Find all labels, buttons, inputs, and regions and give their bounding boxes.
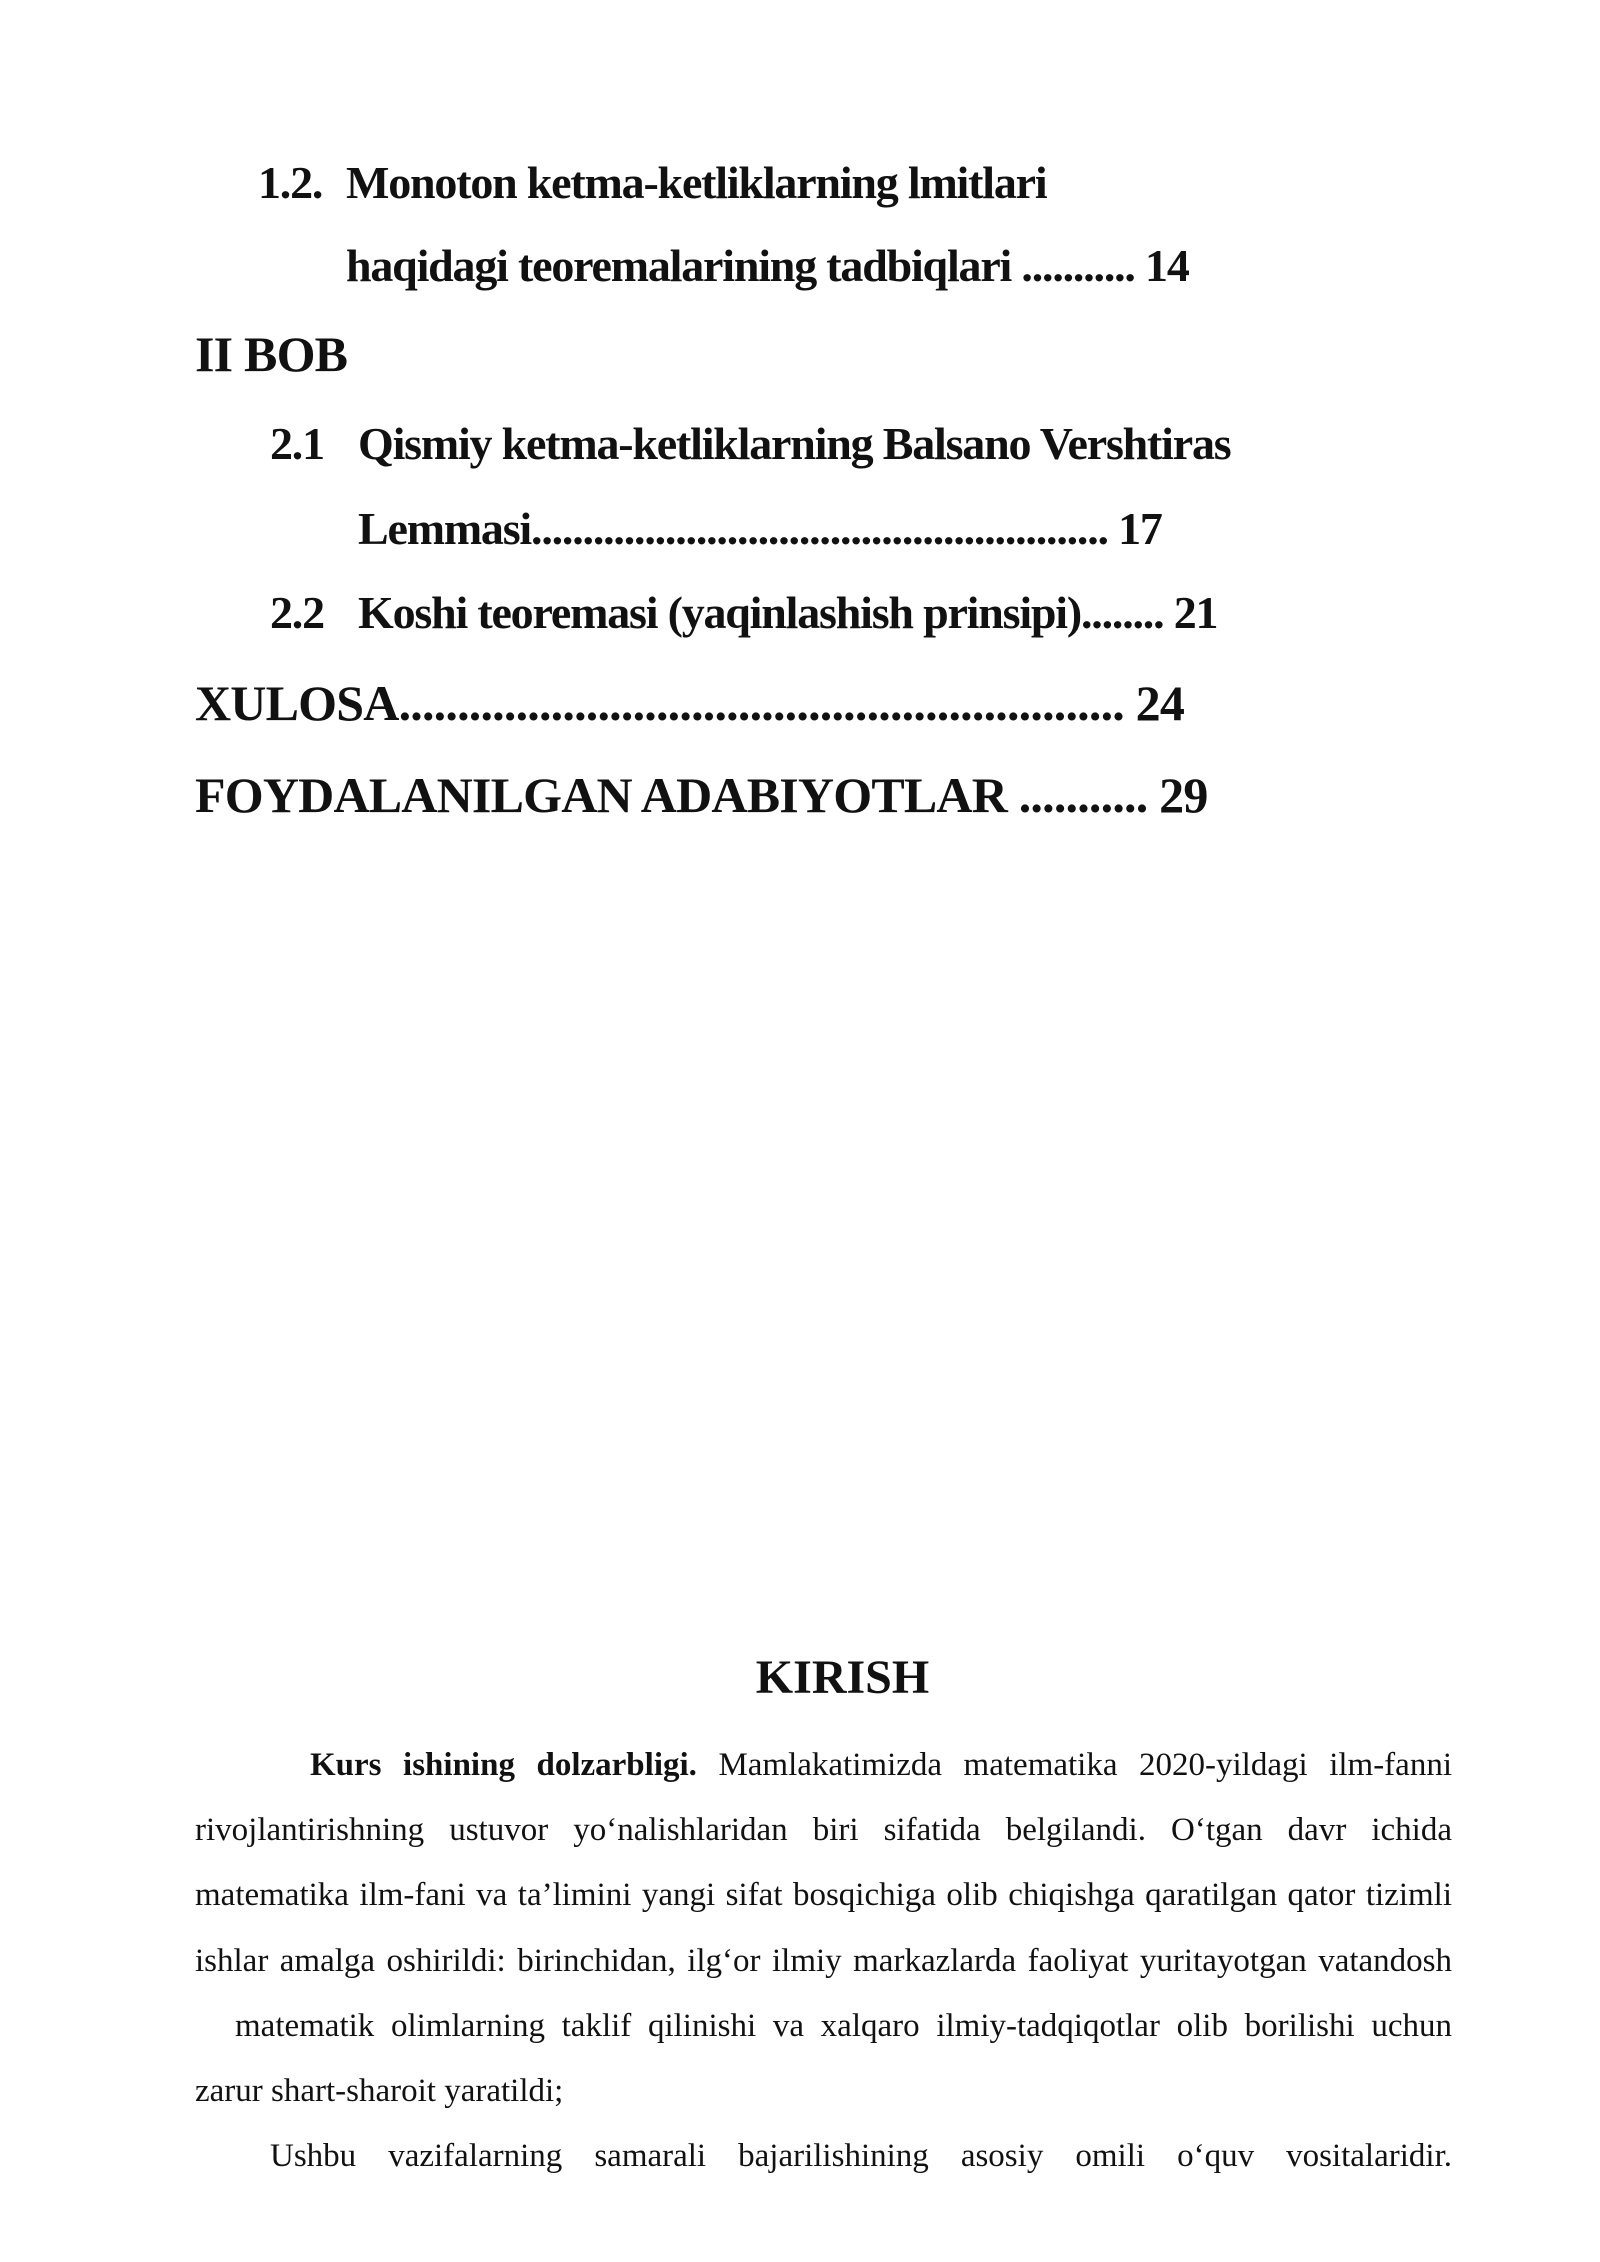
toc-item-2-1-line1[interactable] [270, 418, 1231, 469]
toc-item-1-2-number: 1.2. [258, 157, 323, 208]
toc-item-1-2-title: Monoton ketma-ketliklarning lmitlari [346, 157, 1047, 208]
toc-item-2-1-continuation: Lemmasi........................................................ 17 [358, 503, 1162, 554]
paragraph-2: Ushbu vazifalarning samarali bajarilishining asosiy omili o‘quv vositalaridir. [270, 2138, 1452, 2175]
paragraph-1-text-b: matematik olimlarning taklif qilinishi va xalqaro ilmiy-tadqiqotlar olib borilishi uchun zarur shart-sharoit yaratildi; [195, 2007, 1452, 2110]
toc-item-2-2-number: 2.2 [270, 587, 324, 638]
paragraph-1-text-a: Mamlakatimizda matematika 2020-yildagi ilm-fanni rivojlantirishning ustuvor yo‘nalishlaridan biri sifatida belgilandi. O‘tgan davr ichida matematika ilm-fani va ta’limini yangi sifat bosqichiga olib chiqishga qaratilgan qator tizimli ishlar amalga oshirildi: birinchidan, ilg‘or ilmiy markazlarda faoliyat yuritayotgan vatandosh [195, 1747, 1452, 1979]
toc-item-1-2-line2[interactable] [346, 240, 1189, 291]
section-title: KIRISH [755, 1651, 930, 1704]
toc-item-1-2-line1[interactable] [258, 157, 1047, 208]
toc-item-2-1-number: 2.1 [270, 418, 324, 469]
toc-item-1-2-continuation: haqidagi teoremalarining tadbiqlari ........... 14 [346, 240, 1189, 291]
toc-conclusion[interactable]: XULOSA.............................................................. 24 [195, 675, 1185, 731]
toc-chapter-2[interactable]: II BOB [195, 326, 348, 382]
toc-item-2-1-line2[interactable] [358, 503, 1162, 554]
toc-item-2-2[interactable] [270, 587, 1218, 638]
paragraph-1-lead: Kurs ishining dolzarbligi. [310, 1747, 697, 1783]
toc-item-2-1-title: Qismiy ketma-ketliklarning Balsano Vershtiras [358, 418, 1231, 469]
toc-item-2-2-title: Koshi teoremasi (yaqinlashish prinsipi)........ 21 [358, 587, 1218, 638]
toc-references[interactable]: FOYDALANILGAN ADABIYOTLAR ........... 29 [195, 767, 1208, 823]
section-body [195, 1733, 1452, 2189]
paragraph-1 [195, 1733, 1452, 2124]
